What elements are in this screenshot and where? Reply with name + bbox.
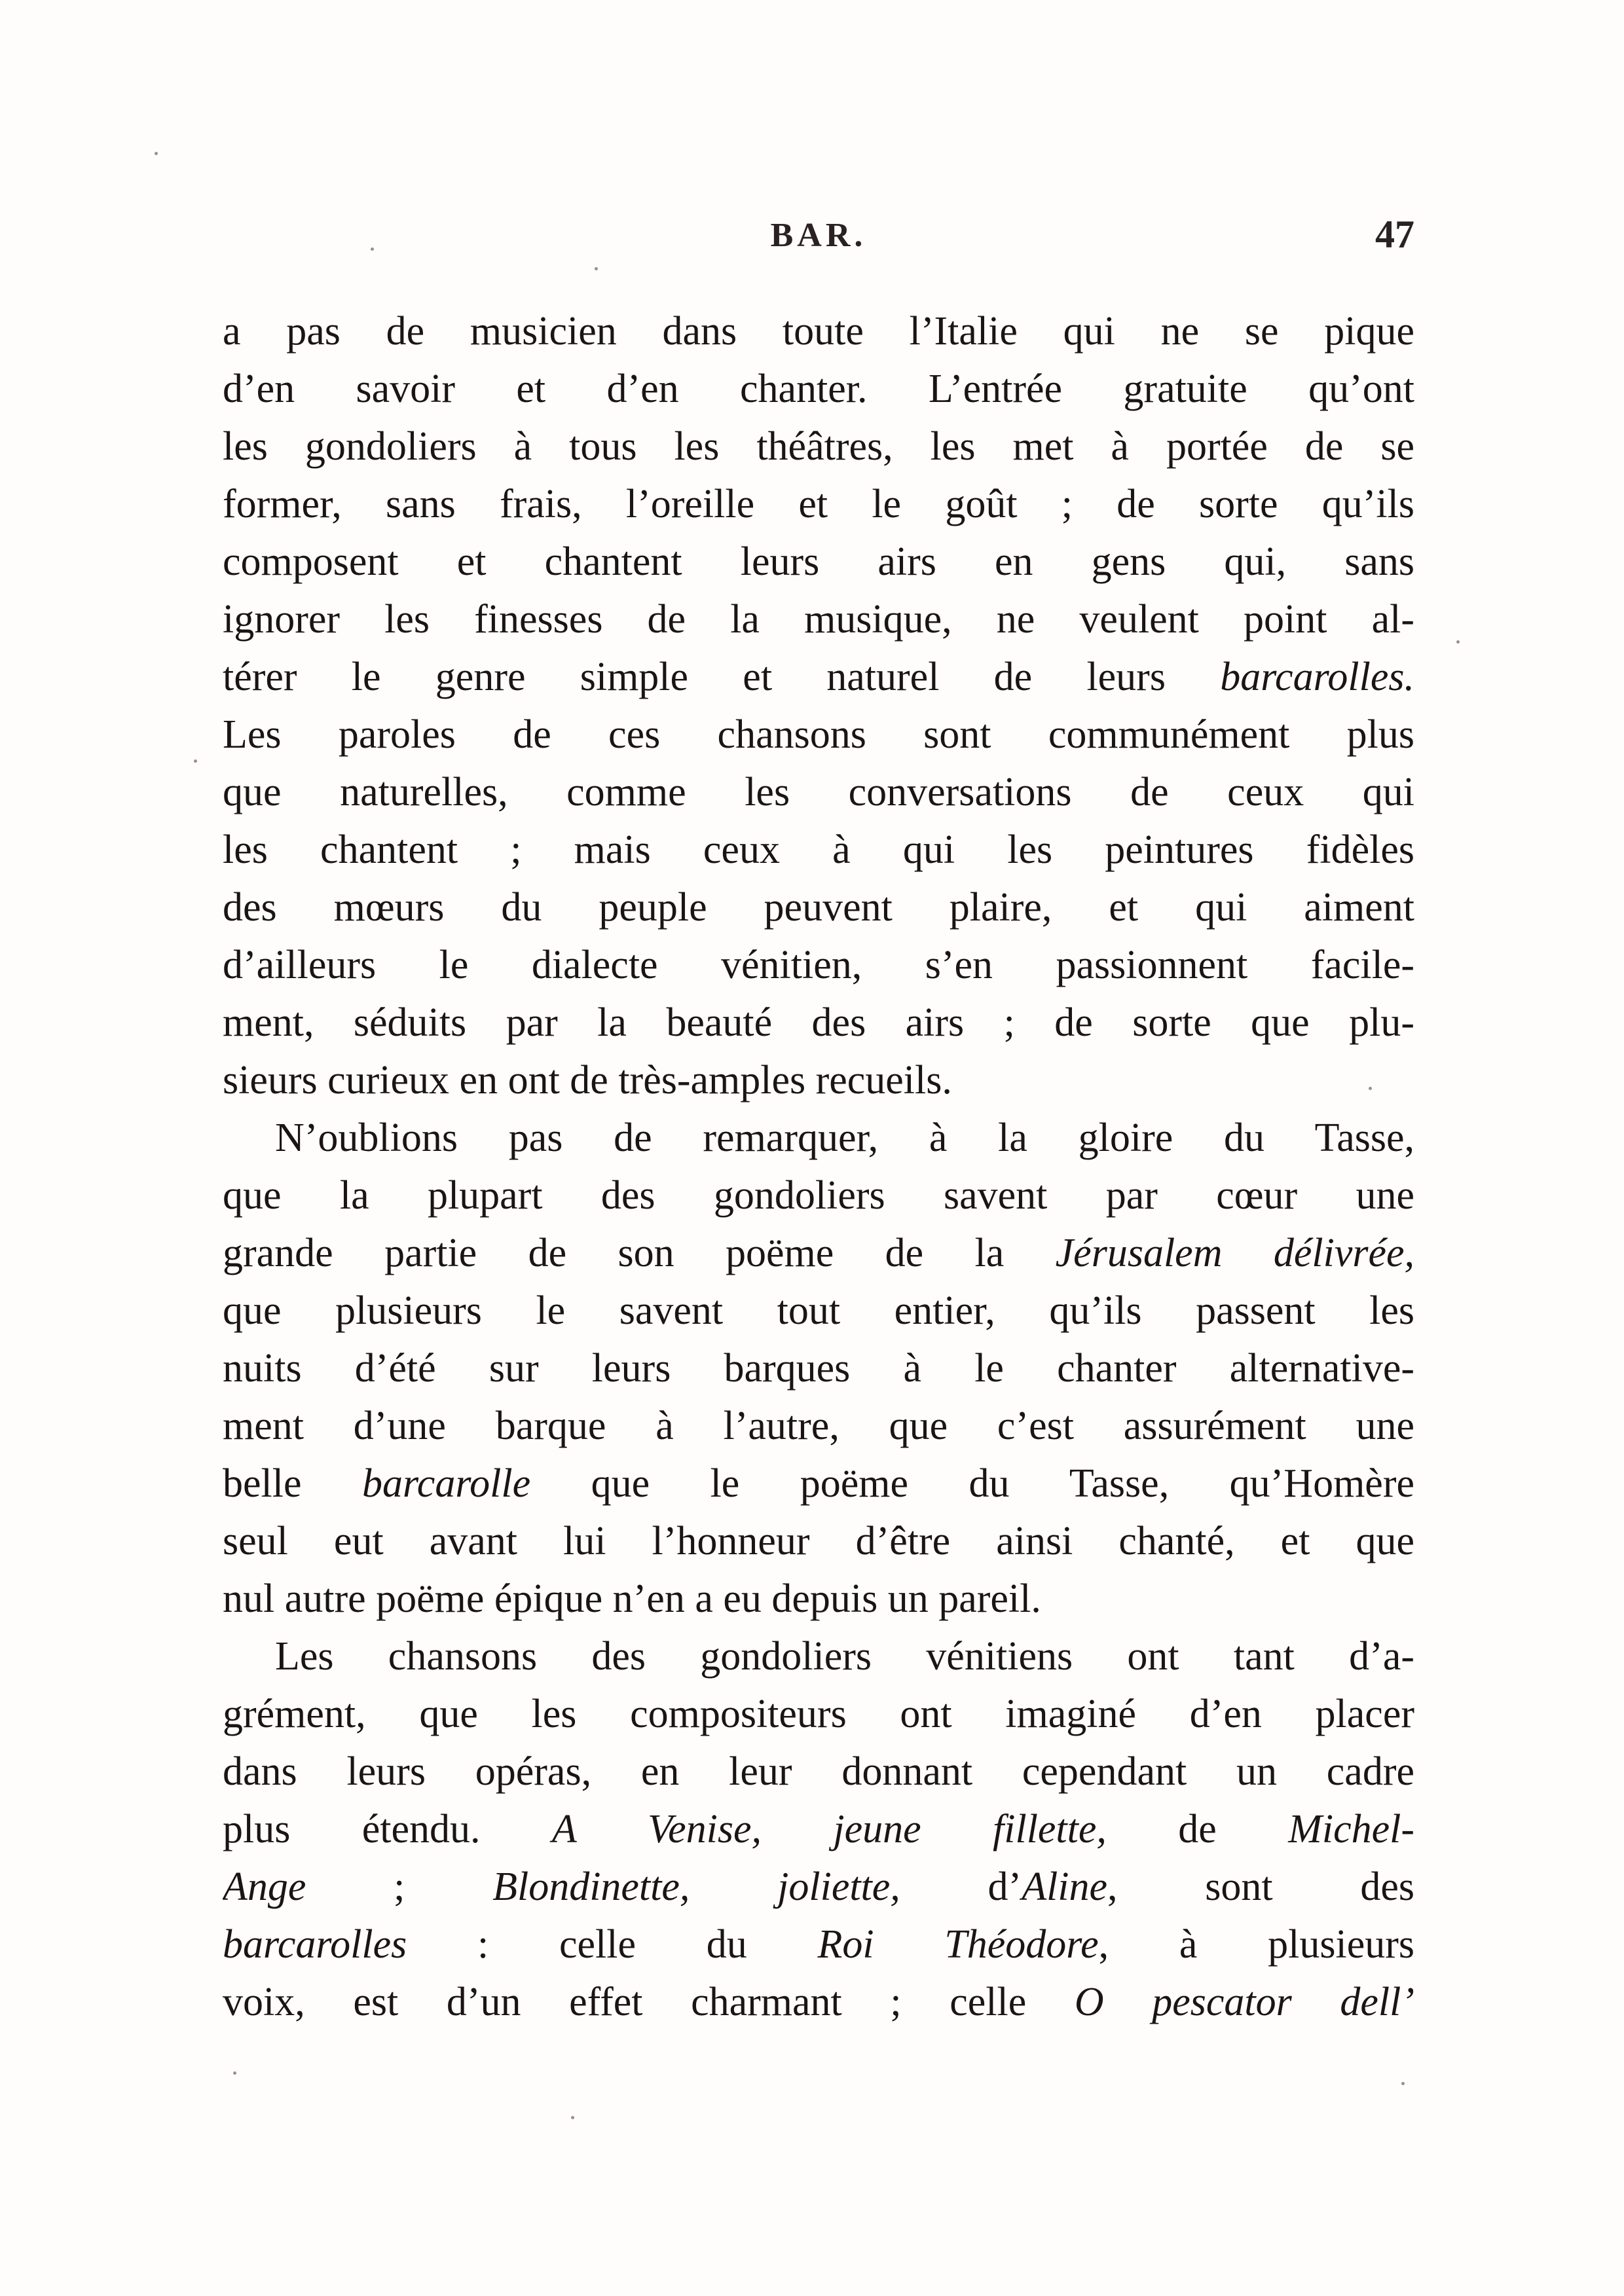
text-segment: dans leurs opéras, en leur donnant cependant un cadre xyxy=(223,1749,1414,1794)
text-segment: voix, est d’un effet charmant ; celle xyxy=(223,1980,1075,2024)
running-head: BAR. xyxy=(770,217,867,254)
text-line xyxy=(223,1916,1414,1973)
text-segment: que naturelles, comme les conversations de ceux qui xyxy=(223,770,1414,814)
italic-text: A Venise, jeune fillette, xyxy=(551,1807,1107,1851)
text-segment: que le poëme du Tasse, qu’Homère xyxy=(530,1461,1414,1506)
page-number: 47 xyxy=(1375,213,1414,256)
text-line xyxy=(223,1455,1414,1512)
text-segment: des mœurs du peuple peuvent plaire, et qui aiment xyxy=(223,885,1414,930)
text-segment: d’ailleurs le dialecte vénitien, s’en passionnent facile- xyxy=(223,943,1414,987)
text-line xyxy=(223,706,1414,763)
text-line xyxy=(223,302,1414,360)
text-segment: ment d’une barque à l’autre, que c’est assurément une xyxy=(223,1404,1414,1448)
italic-text: Ange xyxy=(223,1865,306,1909)
scan-speck xyxy=(571,2116,574,2119)
text-line xyxy=(223,879,1414,936)
text-line xyxy=(223,1512,1414,1570)
text-segment: ment, séduits par la beauté des airs ; de sorte que plu- xyxy=(223,1000,1414,1045)
italic-text: barcarolles xyxy=(223,1922,407,1967)
text-line xyxy=(223,591,1414,648)
text-segment: les gondoliers à tous les théâtres, les met à portée de se xyxy=(223,424,1414,469)
text-segment: Les chansons des gondoliers vénitiens ont tant d’a- xyxy=(275,1634,1414,1679)
text-line xyxy=(223,1051,1414,1109)
text-segment: plus étendu. xyxy=(223,1807,552,1851)
text-segment: grément, que les compositeurs ont imaginé d’en placer xyxy=(223,1692,1414,1736)
text-segment: sieurs curieux en ont de très-amples recueils. xyxy=(223,1058,952,1102)
italic-text: barcarolle xyxy=(361,1461,531,1506)
text-line xyxy=(223,763,1414,821)
italic-text: Roi Théodore xyxy=(817,1922,1099,1967)
text-segment: grande partie de son poëme de la xyxy=(223,1231,1056,1275)
text-line xyxy=(223,475,1414,533)
text-segment: les chantent ; mais ceux à qui les peintures fidèles xyxy=(223,828,1414,872)
text-line xyxy=(223,1167,1414,1224)
scan-speck xyxy=(595,267,598,270)
text-segment: térer le genre simple et naturel de leurs xyxy=(223,655,1221,699)
text-segment: seul eut avant lui l’honneur d’être ainsi chanté, et que xyxy=(223,1519,1414,1563)
text-segment: que plusieurs le savent tout entier, qu’ils passent les xyxy=(223,1288,1414,1333)
text-segment: , à plusieurs xyxy=(1098,1922,1414,1967)
text-line xyxy=(223,533,1414,591)
text-line xyxy=(223,1743,1414,1800)
italic-text: Michel- xyxy=(1288,1807,1414,1851)
text-segment: N’oublions pas de remarquer, à la gloire du Tasse, xyxy=(275,1116,1414,1160)
text-line xyxy=(223,1282,1414,1339)
text-segment: ; xyxy=(306,1865,493,1909)
text-line xyxy=(223,648,1414,706)
text-line xyxy=(223,360,1414,418)
text-segment: composent et chantent leurs airs en gens qui, sans xyxy=(223,539,1414,584)
text-line xyxy=(223,1858,1414,1916)
scan-speck xyxy=(194,759,197,763)
text-segment: nuits d’été sur leurs barques à le chanter alternative- xyxy=(223,1346,1414,1391)
text-segment: a pas de musicien dans toute l’Italie qui ne se pique xyxy=(223,309,1414,354)
text-segment: belle xyxy=(223,1461,362,1506)
text-line xyxy=(223,1973,1414,2031)
text-line xyxy=(223,1109,1414,1167)
page-header xyxy=(223,213,1414,275)
text-line xyxy=(223,418,1414,475)
scan-speck xyxy=(371,247,374,251)
body-text xyxy=(223,302,1414,2031)
text-line xyxy=(223,1685,1414,1743)
text-line xyxy=(223,821,1414,879)
text-segment: : celle du xyxy=(407,1922,818,1967)
text-line xyxy=(223,1570,1414,1628)
text-line xyxy=(223,1397,1414,1455)
text-segment: former, sans frais, l’oreille et le goût ; de sorte qu’ils xyxy=(223,482,1414,526)
italic-text: Jérusalem délivrée, xyxy=(1055,1231,1414,1275)
text-line xyxy=(223,936,1414,994)
italic-text: O pescator dell’ xyxy=(1074,1980,1414,2024)
text-segment: d’en savoir et d’en chanter. L’entrée gratuite qu’ont xyxy=(223,367,1414,411)
text-segment: d’ xyxy=(900,1865,1022,1909)
text-line xyxy=(223,1224,1414,1282)
italic-text: Blondinette, joliette, xyxy=(492,1865,900,1909)
italic-text: barcarolles. xyxy=(1220,655,1414,699)
text-segment: que la plupart des gondoliers savent par cœur une xyxy=(223,1173,1414,1218)
scan-speck xyxy=(1369,1087,1372,1090)
italic-text: Aline xyxy=(1022,1865,1108,1909)
text-segment: ignorer les finesses de la musique, ne veulent point al- xyxy=(223,597,1414,642)
scan-speck xyxy=(1456,640,1460,644)
scan-speck xyxy=(155,152,158,155)
scan-speck xyxy=(233,2071,236,2075)
text-segment: , sont des xyxy=(1107,1865,1414,1909)
text-line xyxy=(223,1339,1414,1397)
text-segment: nul autre poëme épique n’en a eu depuis un pareil. xyxy=(223,1576,1041,1621)
text-line xyxy=(223,1800,1414,1858)
scan-speck xyxy=(1401,2082,1405,2085)
text-line xyxy=(223,1628,1414,1685)
text-line xyxy=(223,994,1414,1051)
text-segment: Les paroles de ces chansons sont communément plus xyxy=(223,712,1414,757)
text-segment: de xyxy=(1106,1807,1289,1851)
